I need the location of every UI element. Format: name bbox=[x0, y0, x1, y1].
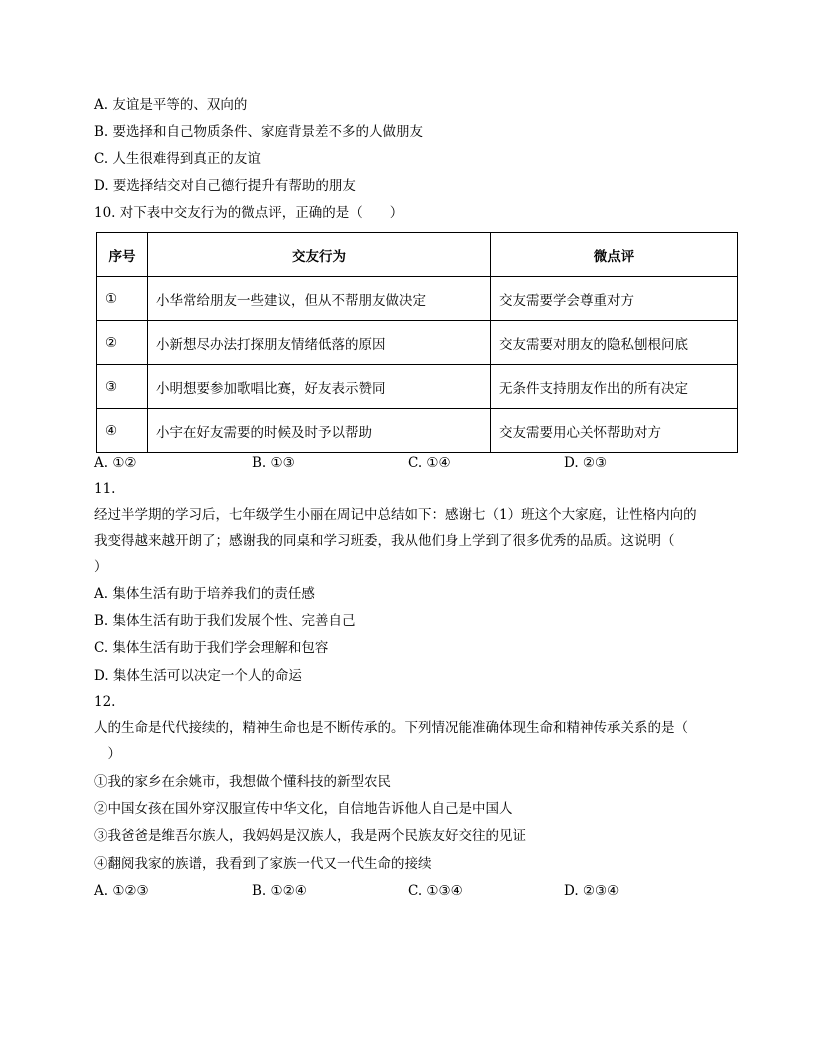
q11-stem-line-2: 我变得越来越开朗了；感谢我的同桌和学习班委，我从他们身上学到了很多优秀的品质。这说明（ bbox=[94, 533, 675, 549]
q10-option-b: B. ①③ bbox=[252, 455, 295, 471]
q12-item-3: ③我爸爸是维吾尔族人，我妈妈是汉族人，我是两个民族友好交往的见证 bbox=[94, 828, 526, 844]
table-header-row bbox=[97, 233, 738, 277]
table-cell-comment: 无条件支持朋友作出的所有决定 bbox=[491, 365, 738, 409]
q9-option-d: D. 要选择结交对自己德行提升有帮助的朋友 bbox=[94, 178, 356, 194]
table-cell-comment: 交友需要用心关怀帮助对方 bbox=[491, 409, 738, 453]
q12-stem-line-1: 人的生命是代代接续的，精神生命也是不断传承的。下列情况能准确体现生命和精神传承关系的是（ bbox=[94, 720, 688, 736]
table-cell-index: ② bbox=[97, 321, 148, 365]
table-header-comment: 微点评 bbox=[491, 233, 738, 277]
q12-number: 12. bbox=[94, 694, 116, 710]
table-cell-index: ④ bbox=[97, 409, 148, 453]
q12-option-b: B. ①②④ bbox=[252, 883, 307, 899]
q12-option-a: A. ①②③ bbox=[94, 883, 149, 899]
q12-option-d: D. ②③④ bbox=[564, 883, 620, 899]
table-cell-behavior: 小新想尽办法打探朋友情绪低落的原因 bbox=[148, 321, 491, 365]
table-header-behavior: 交友行为 bbox=[148, 233, 491, 277]
q11-stem-line-3: ） bbox=[94, 559, 108, 575]
q11-option-c: C. 集体生活有助于我们学会理解和包容 bbox=[94, 640, 329, 656]
table-cell-index: ③ bbox=[97, 365, 148, 409]
table-cell-behavior: 小明想要参加歌唱比赛，好友表示赞同 bbox=[148, 365, 491, 409]
table-row bbox=[97, 365, 738, 409]
table-cell-index: ① bbox=[97, 277, 148, 321]
table-row bbox=[97, 321, 738, 365]
q11-option-b: B. 集体生活有助于我们发展个性、完善自己 bbox=[94, 613, 356, 629]
q11-stem-line-1: 经过半学期的学习后，七年级学生小丽在周记中总结如下：感谢七（1）班这个大家庭，让性格内向的 bbox=[94, 507, 697, 523]
q11-number: 11. bbox=[94, 481, 116, 497]
table-cell-behavior: 小宇在好友需要的时候及时予以帮助 bbox=[148, 409, 491, 453]
q12-item-2: ②中国女孩在国外穿汉服宣传中华文化，自信地告诉他人自己是中国人 bbox=[94, 801, 513, 817]
table-row bbox=[97, 409, 738, 453]
q11-option-a: A. 集体生活有助于培养我们的责任感 bbox=[94, 586, 315, 602]
q9-option-a: A. 友谊是平等的、双向的 bbox=[94, 97, 248, 113]
table-row bbox=[97, 277, 738, 321]
q10-stem: 10. 对下表中交友行为的微点评，正确的是（ ） bbox=[94, 205, 404, 221]
q10-table bbox=[96, 232, 738, 453]
q12-item-4: ④翻阅我家的族谱，我看到了家族一代又一代生命的接续 bbox=[94, 856, 432, 872]
q12-item-1: ①我的家乡在余姚市，我想做个懂科技的新型农民 bbox=[94, 774, 391, 790]
q10-option-c: C. ①④ bbox=[408, 455, 451, 471]
table-cell-behavior: 小华常给朋友一些建议，但从不帮朋友做决定 bbox=[148, 277, 491, 321]
q9-option-b: B. 要选择和自己物质条件、家庭背景差不多的人做朋友 bbox=[94, 124, 424, 140]
q10-option-a: A. ①② bbox=[94, 455, 137, 471]
q9-option-c: C. 人生很难得到真正的友谊 bbox=[94, 151, 261, 167]
table-cell-comment: 交友需要学会尊重对方 bbox=[491, 277, 738, 321]
q12-option-c: C. ①③④ bbox=[408, 883, 463, 899]
q10-option-d: D. ②③ bbox=[564, 455, 608, 471]
q12-stem-line-2: ） bbox=[94, 746, 121, 762]
q10-options bbox=[94, 454, 734, 472]
q11-option-d: D. 集体生活可以决定一个人的命运 bbox=[94, 668, 302, 684]
q12-options bbox=[94, 882, 734, 900]
table-cell-comment: 交友需要对朋友的隐私刨根问底 bbox=[491, 321, 738, 365]
table-header-index: 序号 bbox=[97, 233, 148, 277]
